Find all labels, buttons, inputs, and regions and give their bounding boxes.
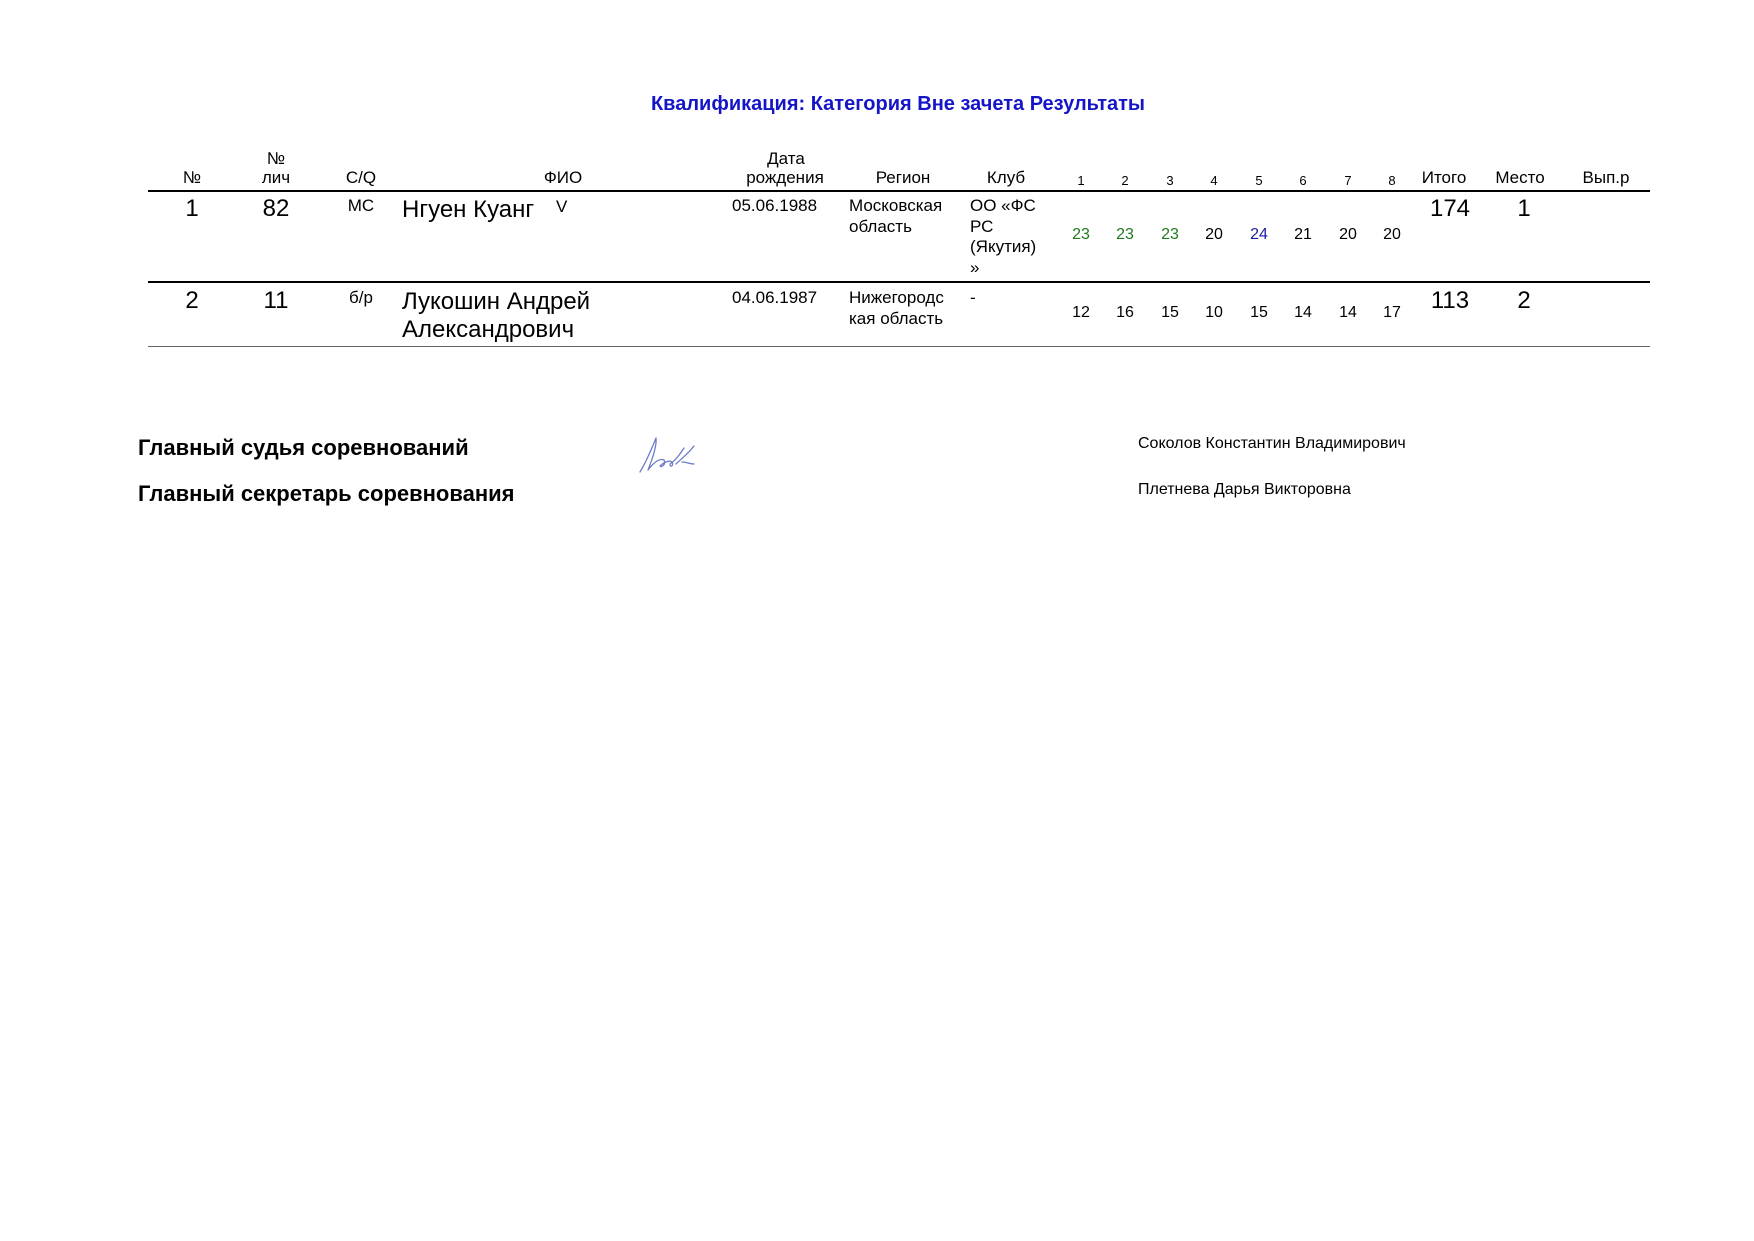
row-dob: 05.06.1988 — [732, 196, 818, 215]
chief-secretary-name: Плетнева Дарья Викторовна — [1138, 481, 1351, 498]
header-problem-3: 3 — [1166, 173, 1174, 188]
header-place: Место — [1495, 168, 1545, 187]
header-vyp: Вып.р — [1582, 168, 1630, 187]
row-num: 2 — [185, 287, 199, 314]
row-club-line1: - — [970, 288, 976, 307]
header-total: Итого — [1421, 168, 1467, 187]
row-divider — [148, 281, 1650, 283]
score-cell: 12 — [1072, 304, 1090, 321]
score-cell: 24 — [1250, 226, 1268, 243]
header-bib-top: № — [266, 149, 286, 168]
row-club-line3: (Якутия) — [970, 237, 1037, 256]
score-cell: 21 — [1294, 226, 1312, 243]
row-total: 174 — [1429, 195, 1471, 222]
row-region-line1: Нижегородс — [849, 288, 944, 307]
judge-signature — [636, 432, 696, 478]
header-num: № — [182, 168, 202, 187]
row-place: 2 — [1517, 287, 1531, 314]
header-name: ФИО — [543, 168, 583, 187]
score-cell: 23 — [1072, 226, 1090, 243]
row-region-line2: кая область — [849, 309, 944, 328]
row-region-line1: Московская — [849, 196, 943, 215]
chief-judge-role: Главный судья соревнований — [138, 435, 469, 460]
row-club-line2: РС — [970, 217, 994, 236]
row-bib: 82 — [262, 195, 290, 222]
row-rank: б/р — [349, 288, 373, 307]
score-cell: 23 — [1161, 226, 1179, 243]
score-cell: 15 — [1250, 304, 1268, 321]
score-cell: 20 — [1205, 226, 1223, 243]
header-problem-5: 5 — [1255, 173, 1263, 188]
table-bottom-divider — [148, 346, 1650, 347]
score-cell: 17 — [1383, 304, 1401, 321]
row-rank: МС — [347, 196, 375, 215]
score-cell: 15 — [1161, 304, 1179, 321]
row-club-line4: » — [970, 258, 980, 277]
row-name-line1: Лукошин Андрей — [402, 288, 591, 315]
chief-secretary-role: Главный секретарь соревнования — [138, 481, 515, 506]
score-cell: 10 — [1205, 304, 1223, 321]
row-place: 1 — [1517, 195, 1531, 222]
header-region: Регион — [875, 168, 931, 187]
row-bib: 11 — [263, 287, 289, 314]
header-bib-bottom: лич — [261, 168, 291, 187]
score-cell: 16 — [1116, 304, 1134, 321]
header-divider — [148, 190, 1650, 192]
chief-judge-name: Соколов Константин Владимирович — [1138, 435, 1406, 452]
row-region-line2: область — [849, 217, 912, 236]
row-name-line2: Александрович — [402, 316, 575, 343]
header-club: Клуб — [986, 168, 1026, 187]
header-dob-bottom: рождения — [746, 168, 824, 187]
row-mark: V — [556, 197, 568, 216]
header-rank: C/Q — [345, 168, 377, 187]
header-problem-7: 7 — [1344, 173, 1352, 188]
header-problem-6: 6 — [1299, 173, 1307, 188]
row-name-line1: Нгуен Куанг — [402, 196, 535, 223]
row-club-line1: ОО «ФС — [970, 196, 1036, 215]
header-problem-4: 4 — [1210, 173, 1218, 188]
row-num: 1 — [185, 195, 199, 222]
score-cell: 20 — [1383, 226, 1401, 243]
header-problem-2: 2 — [1121, 173, 1129, 188]
header-problem-1: 1 — [1077, 173, 1085, 188]
score-cell: 14 — [1339, 304, 1357, 321]
header-dob-top: Дата — [767, 149, 805, 168]
row-dob: 04.06.1987 — [732, 288, 818, 307]
header-problem-8: 8 — [1388, 173, 1396, 188]
row-total: 113 — [1430, 287, 1470, 314]
score-cell: 23 — [1116, 226, 1134, 243]
page-title: Квалификация: Категория Вне зачета Результаты — [650, 93, 1146, 115]
score-cell: 20 — [1339, 226, 1357, 243]
score-cell: 14 — [1294, 304, 1312, 321]
